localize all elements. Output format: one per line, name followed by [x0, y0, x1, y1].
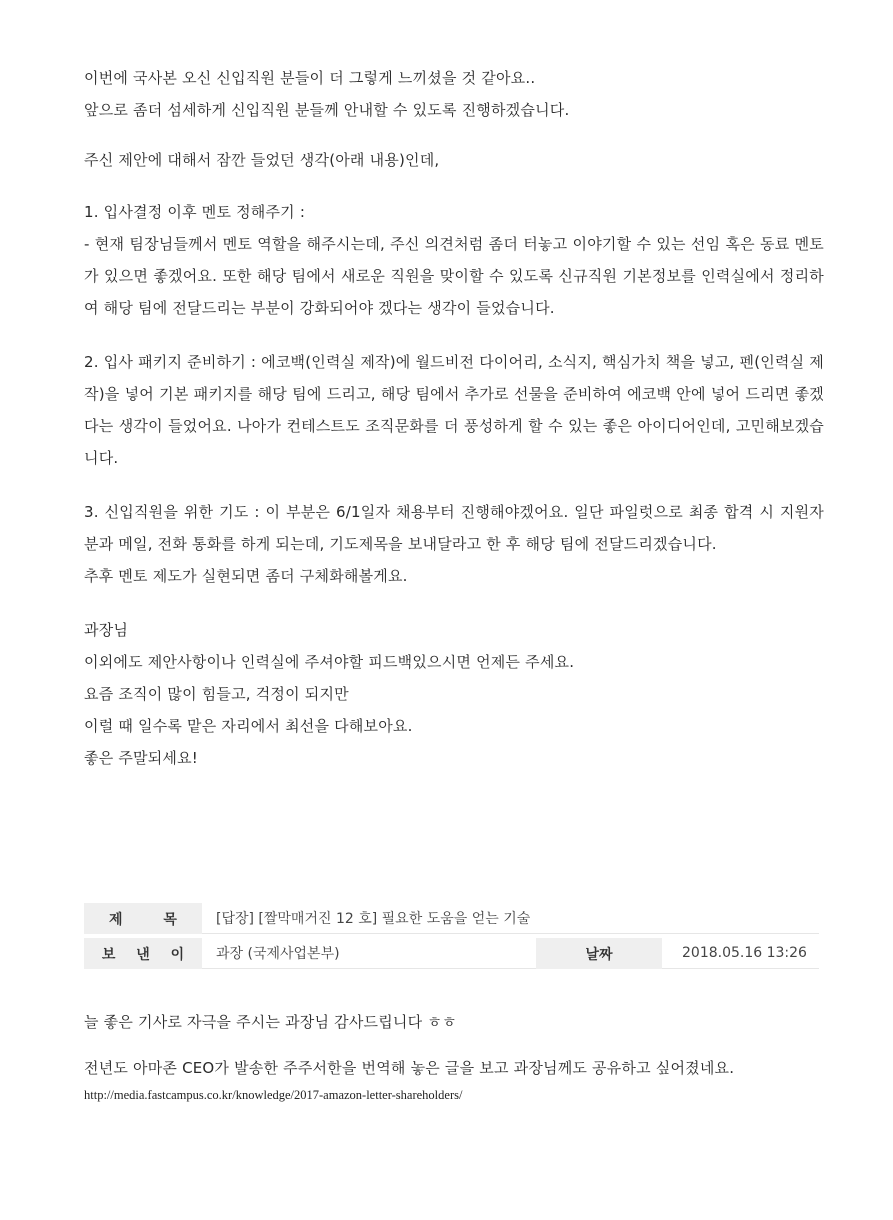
item-2: 2. 입사 패키지 준비하기 : 에코백(인력실 제작)에 월드비전 다이어리, 소식지, 핵심가치 책을 넣고, 펜(인력실 제작)을 넣어 기본 패키지를 해당 팀에 드리고, 해당 팀에서 추가로 선물을 준비하여 에코백 안에 넣어 드리면 좋겠다는 생각이 들었어요. 나아가 컨테스트도 조직문화를 더 풍성하게 할 수 있는 좋은 아이디어인데, 고민해보겠습니다.	[84, 353, 824, 467]
subject-label: 제 목	[84, 903, 202, 934]
item-1-body: - 현재 팀장님들께서 멘토 역할을 해주시는데, 주신 의견처럼 좀더 터놓고 이야기할 수 있는 선임 혹은 동료 멘토가 있으면 좋겠어요. 또한 해당 팀에서 새로운 직원을 맞이할 수 있도록 신규직원 기본정보를 인력실에서 정리하여 해당 팀에 전달드리는 부분이 강화되어야 겠다는 생각이 들었습니다.	[84, 235, 824, 317]
date-label: 날짜	[536, 938, 662, 969]
article-link[interactable]: http://media.fastcampus.co.kr/knowledge/2017-amazon-letter-shareholders/	[84, 1088, 463, 1102]
item-3: 3. 신입직원을 위한 기도 : 이 부분은 6/1일자 채용부터 진행해야겠어요. 일단 파일럿으로 최종 합격 시 지원자 분과 메일, 전화 통화를 하게 되는데, 기도제목을 보내달라고 한 후 해당 팀에 전달드리겠습니다.	[84, 503, 824, 553]
mail-header-table	[84, 903, 819, 973]
item-3-follow: 추후 멘토 제도가 실현되면 좀더 구체화해볼게요.	[84, 567, 408, 585]
sender-row	[84, 938, 819, 969]
subject-row	[84, 903, 819, 934]
closing-line-1: 이외에도 제안사항이나 인력실에 주셔야할 피드백있으시면 언제든 주세요.	[84, 653, 575, 671]
date-value: 2018.05.16 13:26	[662, 938, 819, 969]
item-1-title: 1. 입사결정 이후 멘토 정해주기 :	[84, 203, 306, 221]
body-line-2: 앞으로 좀더 섬세하게 신입직원 분들께 안내할 수 있도록 진행하겠습니다.	[84, 101, 570, 119]
sender-value: 과장 (국제사업본부)	[202, 938, 536, 969]
reply-line-1: 늘 좋은 기사로 자극을 주시는 과장님 감사드립니다 ㅎㅎ	[84, 1013, 457, 1031]
reply-body	[84, 1006, 824, 1104]
closing-salutation: 과장님	[84, 621, 129, 639]
sender-label: 보 낸 이	[84, 938, 202, 969]
body-line-3: 주신 제안에 대해서 잠깐 들었던 생각(아래 내용)인데,	[84, 151, 440, 169]
reply-line-2: 전년도 아마존 CEO가 발송한 주주서한을 번역해 놓은 글을 보고 과장님께도 공유하고 싶어졌네요.	[84, 1059, 735, 1077]
closing-line-4: 좋은 주말되세요!	[84, 749, 199, 767]
body-line-1: 이번에 국사본 오신 신입직원 분들이 더 그렇게 느끼셨을 것 같아요..	[84, 69, 536, 87]
message-body	[84, 62, 824, 774]
closing-line-2: 요즘 조직이 많이 힘들고, 걱정이 되지만	[84, 685, 349, 703]
subject-value: [답장] [짤막매거진 12 호] 필요한 도움을 얻는 기술	[202, 903, 819, 934]
closing-line-3: 이럴 때 일수록 맡은 자리에서 최선을 다해보아요.	[84, 717, 413, 735]
